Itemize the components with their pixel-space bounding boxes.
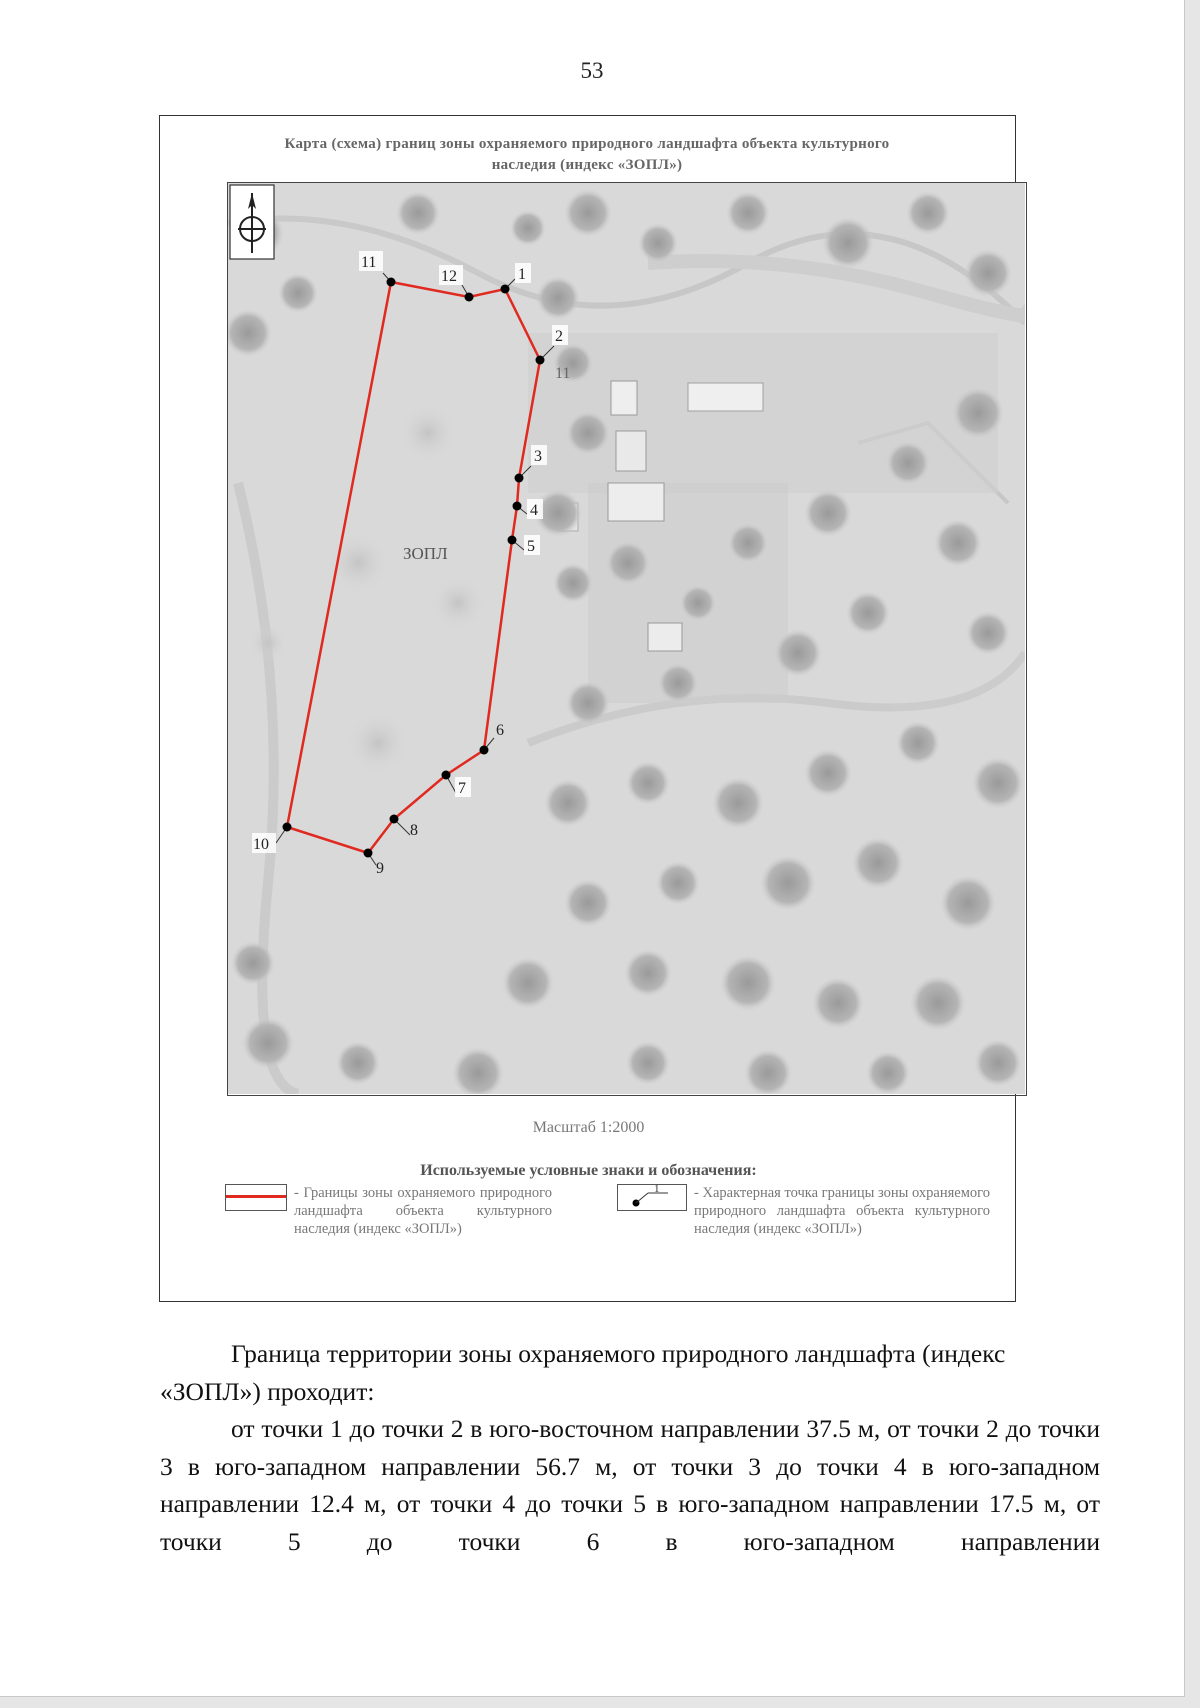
map-title-line-1: Карта (схема) границ зоны охраняемого природного ландшафта объекта культурного: [284, 136, 890, 152]
point-label-6: 6: [496, 722, 504, 739]
point-label-2: 2: [555, 328, 563, 345]
point-label-9: 9: [376, 860, 384, 877]
legend-red-line: [226, 1195, 286, 1198]
map-scale: Масштаб 1:2000: [532, 1119, 645, 1136]
point-label-10: 10: [253, 836, 269, 853]
aerial-map: [227, 182, 1027, 1096]
legend-point-icon: [618, 1185, 685, 1209]
legend-point-number: 1: [654, 1185, 660, 1195]
point-label-12: 12: [441, 268, 457, 285]
legend-point-sample: [617, 1184, 687, 1211]
body-paragraph-1: Граница территории зоны охраняемого природного ландшафта (индекс «ЗОПЛ») проходит:: [160, 1339, 1006, 1406]
page-number: 53: [580, 58, 604, 83]
body-paragraph-2: от точки 1 до точки 2 в юго-восточном направлении 37.5 м, от точки 2 до точки 3 в юго-западном направлении 56.7 м, от точки 3 до точки 4 в юго-западном направлении 12.4 м, от точки 4 до точки 5 в юго-западном направлении 17.5 м, от точки 5 до точки 6 в юго-западном направлении: [160, 1414, 1100, 1556]
legend-boundary-line-sample: [225, 1184, 287, 1211]
point-label-1: 1: [518, 266, 526, 283]
point-label-11: 11: [361, 254, 377, 271]
map-canvas: [228, 183, 1025, 1094]
zone-label: ЗОПЛ: [403, 544, 448, 563]
point-label-7: 7: [458, 780, 466, 797]
legend-boundary-text: - Границы зоны охраняемого природного ландшафта объекта культурного наследия (индекс «ЗОПЛ»): [294, 1185, 552, 1237]
point-label-3: 3: [534, 448, 542, 465]
map-title: [222, 134, 952, 176]
body-text: [160, 1335, 1100, 1560]
point-label-4: 4: [530, 502, 538, 519]
north-arrow-icon: [230, 185, 274, 259]
point-label-8: 8: [410, 822, 418, 839]
map-stray-label: 11: [555, 365, 571, 382]
legend-heading: Используемые условные знаки и обозначения:: [420, 1162, 757, 1179]
point-label-5: 5: [527, 538, 535, 555]
map-figure-frame: [159, 115, 1016, 1302]
map-title-line-2: наследия (индекс «ЗОПЛ»): [491, 157, 683, 173]
legend-point-text: - Характерная точка границы зоны охраняемого природного ландшафта объекта культурного наследия (индекс «ЗОПЛ»): [694, 1185, 990, 1237]
